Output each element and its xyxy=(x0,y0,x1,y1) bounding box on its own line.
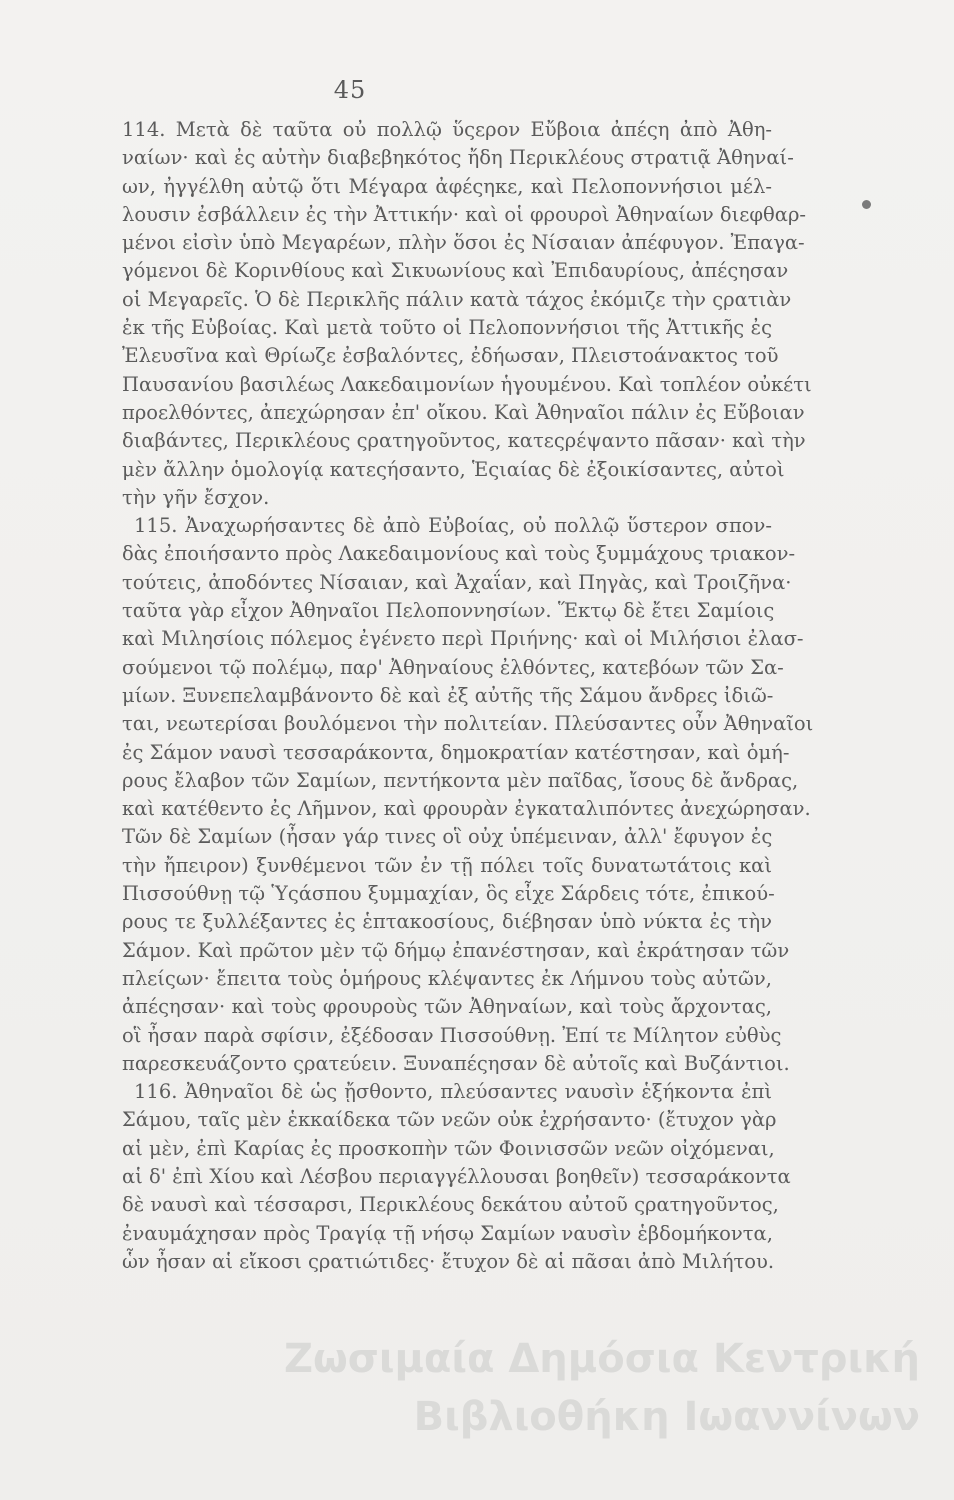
text-line: δὲ ναυσὶ καὶ τέσσαρσι, Περικλέους δεκάτου αὐτοῦ ςρατηγοῦντος, xyxy=(122,1193,779,1217)
text-line: τούτεις, ἀποδόντες Νίσαιαν, καὶ Ἀχαΐαν, καὶ Πηγὰς, καὶ Τροιζῆνα· xyxy=(122,570,792,594)
text-line: Σάμον. Καὶ πρῶτον μὲν τῷ δήμῳ ἐπανέστησαν, καὶ ἐκράτησαν τῶν xyxy=(122,938,790,962)
text-line: διαβάντες, Περικλέους ςρατηγοῦντος, κατεςρέψαντο πᾶσαν· καὶ τὴν xyxy=(122,429,806,453)
text-line: ρους τε ξυλλέξαντες ἐς ἑπτακοσίους, διέβησαν ὑπὸ νύκτα ἐς τὴν xyxy=(122,910,772,934)
text-line: Παυσανίου βασιλέως Λακεδαιμονίων ἡγουμένου. Καὶ τοπλέον οὐκέτι xyxy=(122,372,812,396)
text-line: ταῦτα γὰρ εἶχον Ἀθηναῖοι Πελοποννησίων. Ἕκτῳ δὲ ἔτει Σαμίοις xyxy=(122,599,775,623)
library-watermark xyxy=(220,1330,920,1446)
text-line: ων, ἠγγέλθη αὐτῷ ὅτι Μέγαρα ἀφέςηκε, καὶ Πελοποννήσιοι μέλ- xyxy=(122,174,772,198)
text-line: 114. Μετὰ δὲ ταῦτα οὐ πολλῷ ὕςερον Εὔβοια ἀπέςη ἀπὸ Ἀθη- xyxy=(122,118,772,141)
text-line: ἐκ τῆς Εὐβοίας. Καὶ μετὰ τοῦτο οἱ Πελοποννήσιοι τῆς Ἀττικῆς ἐς xyxy=(122,316,772,340)
text-line: Ἐλευσῖνα καὶ Θρίωζε ἐσβαλόντες, ἐδήωσαν, Πλειστοάνακτος τοῦ xyxy=(122,344,779,368)
text-line: σούμενοι τῷ πολέμῳ, παρ' Ἀθηναίους ἐλθόντες, κατεβόων τῶν Σα- xyxy=(122,655,784,679)
text-line: αἱ δ' ἐπὶ Χίου καὶ Λέσβου περιαγγέλλουσαι βοηθεῖν) τεσσαράκοντα xyxy=(122,1164,791,1188)
text-line: καὶ κατέθεντο ἐς Λῆμνον, καὶ φρουρὰν ἐγκαταλιπόντες ἀνεχώρησαν. xyxy=(122,797,811,821)
text-line: Τῶν δὲ Σαμίων (ἦσαν γάρ τινες οἳ οὐχ ὑπέμειναν, ἀλλ' ἔφυγον ἐς xyxy=(122,825,773,849)
text-line: ἐναυμάχησαν πρὸς Τραγίᾳ τῇ νήσῳ Σαμίων ναυσὶν ἑβδομήκοντα, xyxy=(122,1221,773,1245)
text-line: ρους ἔλαβον τῶν Σαμίων, πεντήκοντα μὲν παῖδας, ἴσους δὲ ἄνδρας, xyxy=(122,768,799,792)
text-line: ὧν ἦσαν αἱ εἴκοσι ςρατιώτιδες· ἔτυχον δὲ αἱ πᾶσαι ἀπὸ Μιλήτου. xyxy=(122,1249,775,1273)
text-line: μένοι εἰσὶν ὑπὸ Μεγαρέων, πλὴν ὅσοι ἐς Νίσαιαν ἀπέφυγον. Ἐπαγα- xyxy=(122,231,805,255)
text-line: αἱ μὲν, ἐπὶ Καρίας ἐς προσκοπὴν τῶν Φοινισσῶν νεῶν οἰχόμεναι, xyxy=(122,1136,775,1160)
text-line: προελθόντες, ἀπεχώρησαν ἐπ' οἴκου. Καὶ Ἀθηναῖοι πάλιν ἐς Εὔβοιαν xyxy=(122,400,805,424)
text-line: παρεσκευάζοντο ςρατεύειν. Ξυναπέςησαν δὲ αὐτοῖς καὶ Βυζάντιοι. xyxy=(122,1051,790,1075)
watermark-line: Βιβλιοθήκη Ιωαννίνων xyxy=(413,1394,920,1440)
text-line: καὶ Μιλησίοις πόλεμος ἐγένετο περὶ Πριήνης· καὶ οἱ Μιλήσιοι ἐλασ- xyxy=(122,627,804,651)
text-line: τὴν ἤπειρον) ξυνθέμενοι τῶν ἐν τῇ πόλει τοῖς δυνατωτάτοις καὶ xyxy=(122,853,772,877)
text-line: γόμενοι δὲ Κορινθίους καὶ Σικυωνίους καὶ Ἐπιδαυρίους, ἀπέςησαν xyxy=(122,259,789,283)
text-line: ἐς Σάμον ναυσὶ τεσσαράκοντα, δημοκρατίαν κατέστησαν, καὶ ὁμή- xyxy=(122,740,790,764)
text-line: ται, νεωτερίσαι βουλόμενοι τὴν πολιτείαν. Πλεύσαντες οὖν Ἀθηναῖοι xyxy=(122,712,814,736)
text-line: Σάμου, ταῖς μὲν ἑκκαίδεκα τῶν νεῶν οὐκ ἐχρήσαντο· (ἔτυχον γὰρ xyxy=(122,1108,777,1132)
text-line: 115. Ἀναχωρήσαντες δὲ ἀπὸ Εὐβοίας, οὐ πολλῷ ὕστερον σπον- xyxy=(134,514,772,538)
text-line: μὲν ἄλλην ὁμολογίᾳ κατεςήσαντο, Ἑςιαίας δὲ ἐξοικίσαντες, αὐτοὶ xyxy=(122,457,785,481)
text-line: δὰς ἐποιήσαντο πρὸς Λακεδαιμονίους καὶ τοὺς ξυμμάχους τριακον- xyxy=(122,542,796,566)
text-line: λουσιν ἐσβάλλειν ἐς τὴν Ἀττικήν· καὶ οἱ φρουροὶ Ἀθηναίων διεφθαρ- xyxy=(122,202,807,226)
margin-ink-mark xyxy=(862,200,871,209)
text-line: 116. Ἀθηναῖοι δὲ ὡς ᾔσθοντο, πλεύσαντες ναυσὶν ἑξήκοντα ἐπὶ xyxy=(134,1080,772,1104)
page-number: 45 xyxy=(333,76,367,104)
text-line: μίων. Ξυνεπελαμβάνοντο δὲ καὶ ἐξ αὐτῆς τῆς Σάμου ἄνδρες ἰδιῶ- xyxy=(122,683,774,707)
watermark-line: Ζωσιμαία Δημόσια Κεντρική xyxy=(283,1336,920,1382)
text-line: τὴν γῆν ἔσχον. xyxy=(122,485,270,509)
text-line: Πισσούθνῃ τῷ Ὑςάσπου ξυμμαχίαν, ὃς εἶχε Σάρδεις τότε, ἐπικού- xyxy=(122,882,775,906)
text-line: οἳ ἦσαν παρὰ σφίσιν, ἐξέδοσαν Πισσούθνῃ. Ἐπί τε Μίλητον εὐθὺς xyxy=(122,1023,782,1047)
text-line: ναίων· καὶ ἐς αὐτὴν διαβεβηκότος ἤδη Περικλέους στρατιᾷ Ἀθηναί- xyxy=(122,146,794,170)
text-line: πλείςων· ἔπειτα τοὺς ὁμήρους κλέψαντες ἐκ Λήμνου τοὺς αὐτῶν, xyxy=(122,966,772,990)
text-line: οἱ Μεγαρεῖς. Ὁ δὲ Περικλῆς πάλιν κατὰ τάχος ἐκόμιζε τὴν ςρατιὰν xyxy=(122,287,792,311)
text-line: ἀπέςησαν· καὶ τοὺς φρουροὺς τῶν Ἀθηναίων, καὶ τοὺς ἄρχοντας, xyxy=(122,995,772,1019)
body-text xyxy=(122,116,814,1276)
